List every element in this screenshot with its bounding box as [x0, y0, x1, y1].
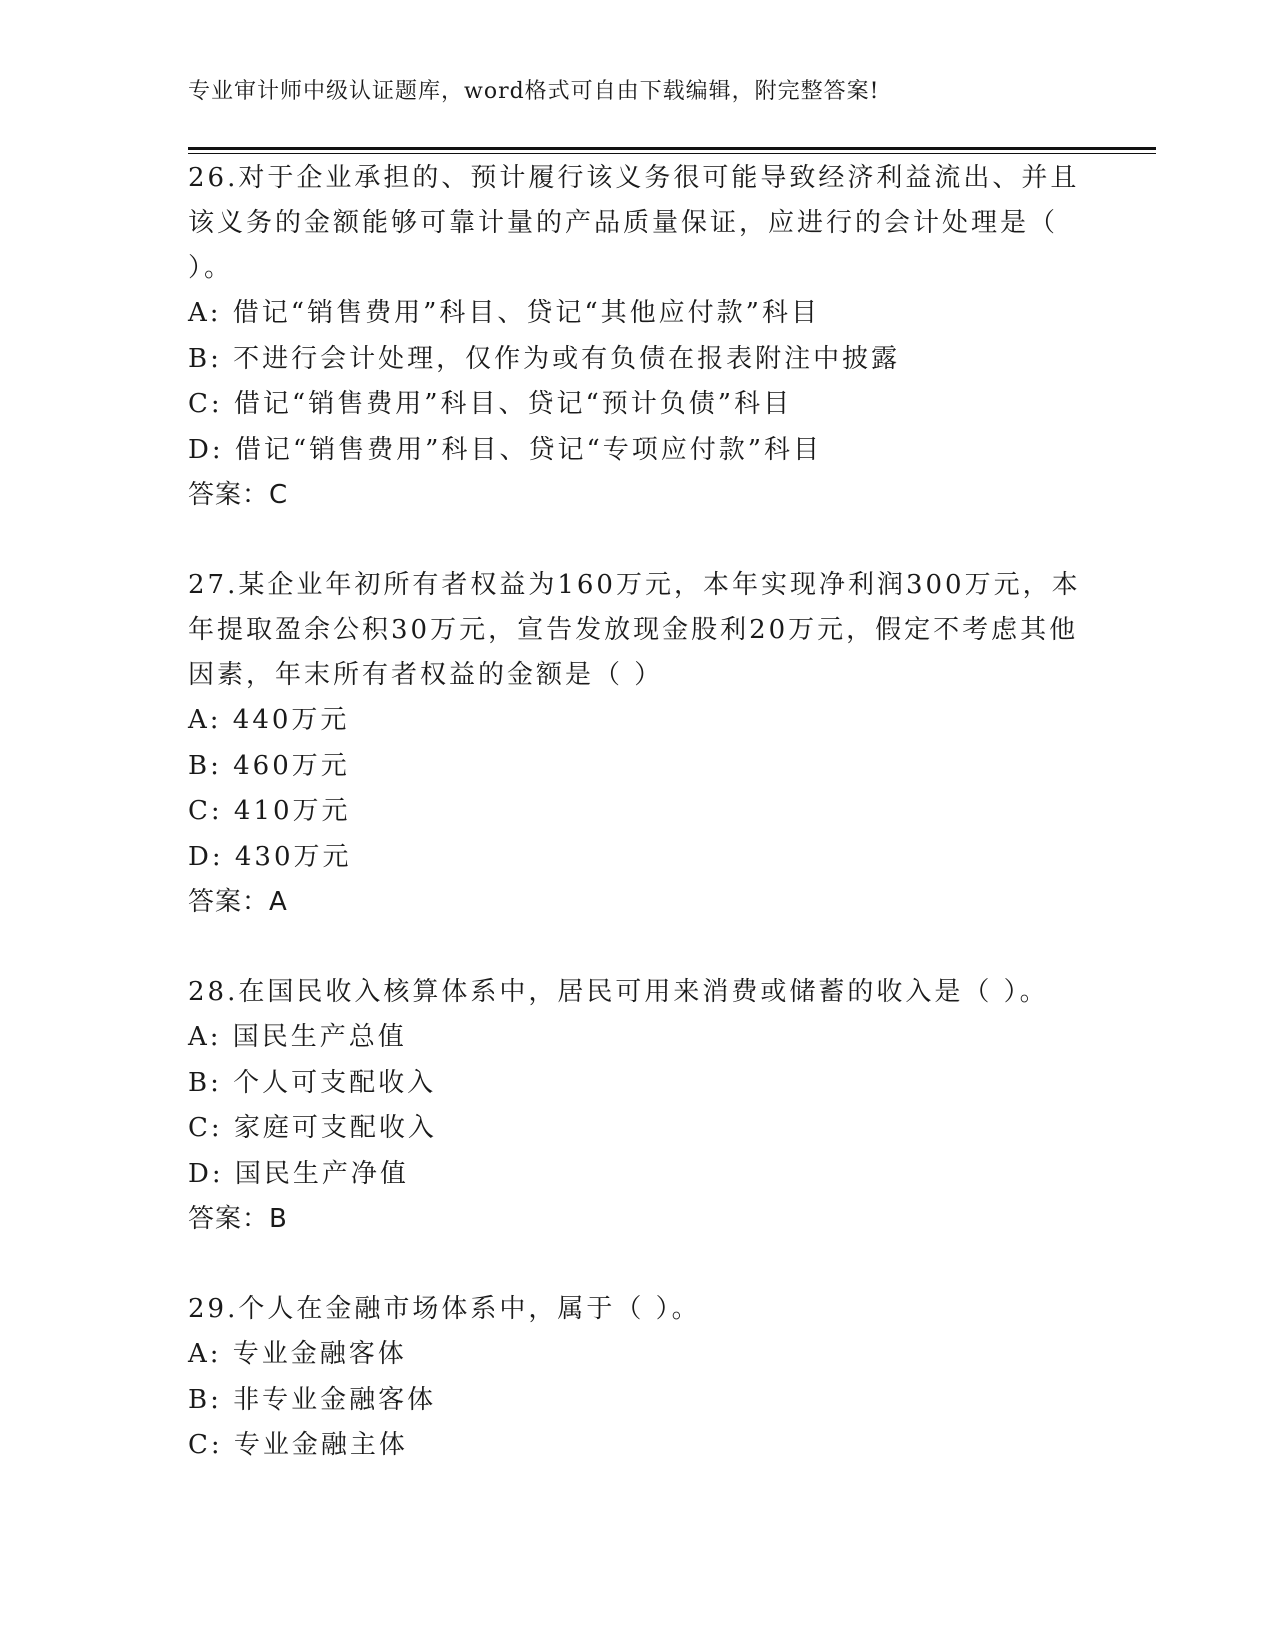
option-d: D: 借记“销售费用”科目、贷记“专项应付款”科目	[188, 434, 823, 465]
option-a: A: 专业金融客体	[188, 1339, 407, 1369]
option-b: B: 不进行会计处理，仅作为或有负债在报表附注中披露	[188, 343, 901, 374]
question-text: 29.个人在金融市场体系中，属于（ ）。	[188, 1294, 701, 1324]
answer-line: 答案：A	[188, 887, 288, 917]
question-27	[188, 563, 1088, 925]
question-list	[188, 156, 1088, 1469]
spacer	[188, 1242, 1088, 1287]
question-text: 26.对于企业承担的、预计履行该义务很可能导致经济利益流出、并且该义务的金额能够可靠计量的产品质量保证，应进行的会计处理是（ ）。	[188, 163, 1080, 283]
option-a: A: 借记“销售费用”科目、贷记“其他应付款”科目	[188, 298, 820, 328]
spacer	[188, 518, 1088, 563]
option-b: B: 非专业金融客体	[188, 1384, 437, 1415]
spacer	[188, 925, 1088, 970]
question-text: 28.在国民收入核算体系中，居民可用来消费或储蓄的收入是（ ）。	[188, 977, 1049, 1007]
option-b: B: 460万元	[188, 750, 350, 781]
question-28	[188, 970, 1088, 1242]
question-29	[188, 1287, 1088, 1469]
question-26	[188, 156, 1088, 518]
option-c: C: 410万元	[188, 796, 351, 826]
header-rule-thin	[188, 153, 1156, 154]
option-b: B: 个人可支配收入	[188, 1067, 437, 1098]
option-a: A: 440万元	[188, 705, 350, 735]
header-rule	[188, 147, 1156, 150]
option-c: C: 家庭可支配收入	[188, 1113, 437, 1143]
option-c: C: 专业金融主体	[188, 1430, 408, 1460]
option-a: A: 国民生产总值	[188, 1022, 407, 1052]
question-text: 27.某企业年初所有者权益为160万元，本年实现净利润300万元，本年提取盈余公积30万元，宣告发放现金股利20万元，假定不考虑其他因素，年末所有者权益的金额是（ ）	[188, 570, 1081, 690]
option-d: D: 国民生产净值	[188, 1158, 409, 1189]
option-d: D: 430万元	[188, 841, 352, 872]
header-note: 专业审计师中级认证题库，word格式可自由下载编辑，附完整答案!	[188, 79, 880, 104]
answer-line: 答案：C	[188, 480, 289, 510]
answer-line: 答案：B	[188, 1204, 288, 1234]
option-c: C: 借记“销售费用”科目、贷记“预计负债”科目	[188, 389, 793, 419]
